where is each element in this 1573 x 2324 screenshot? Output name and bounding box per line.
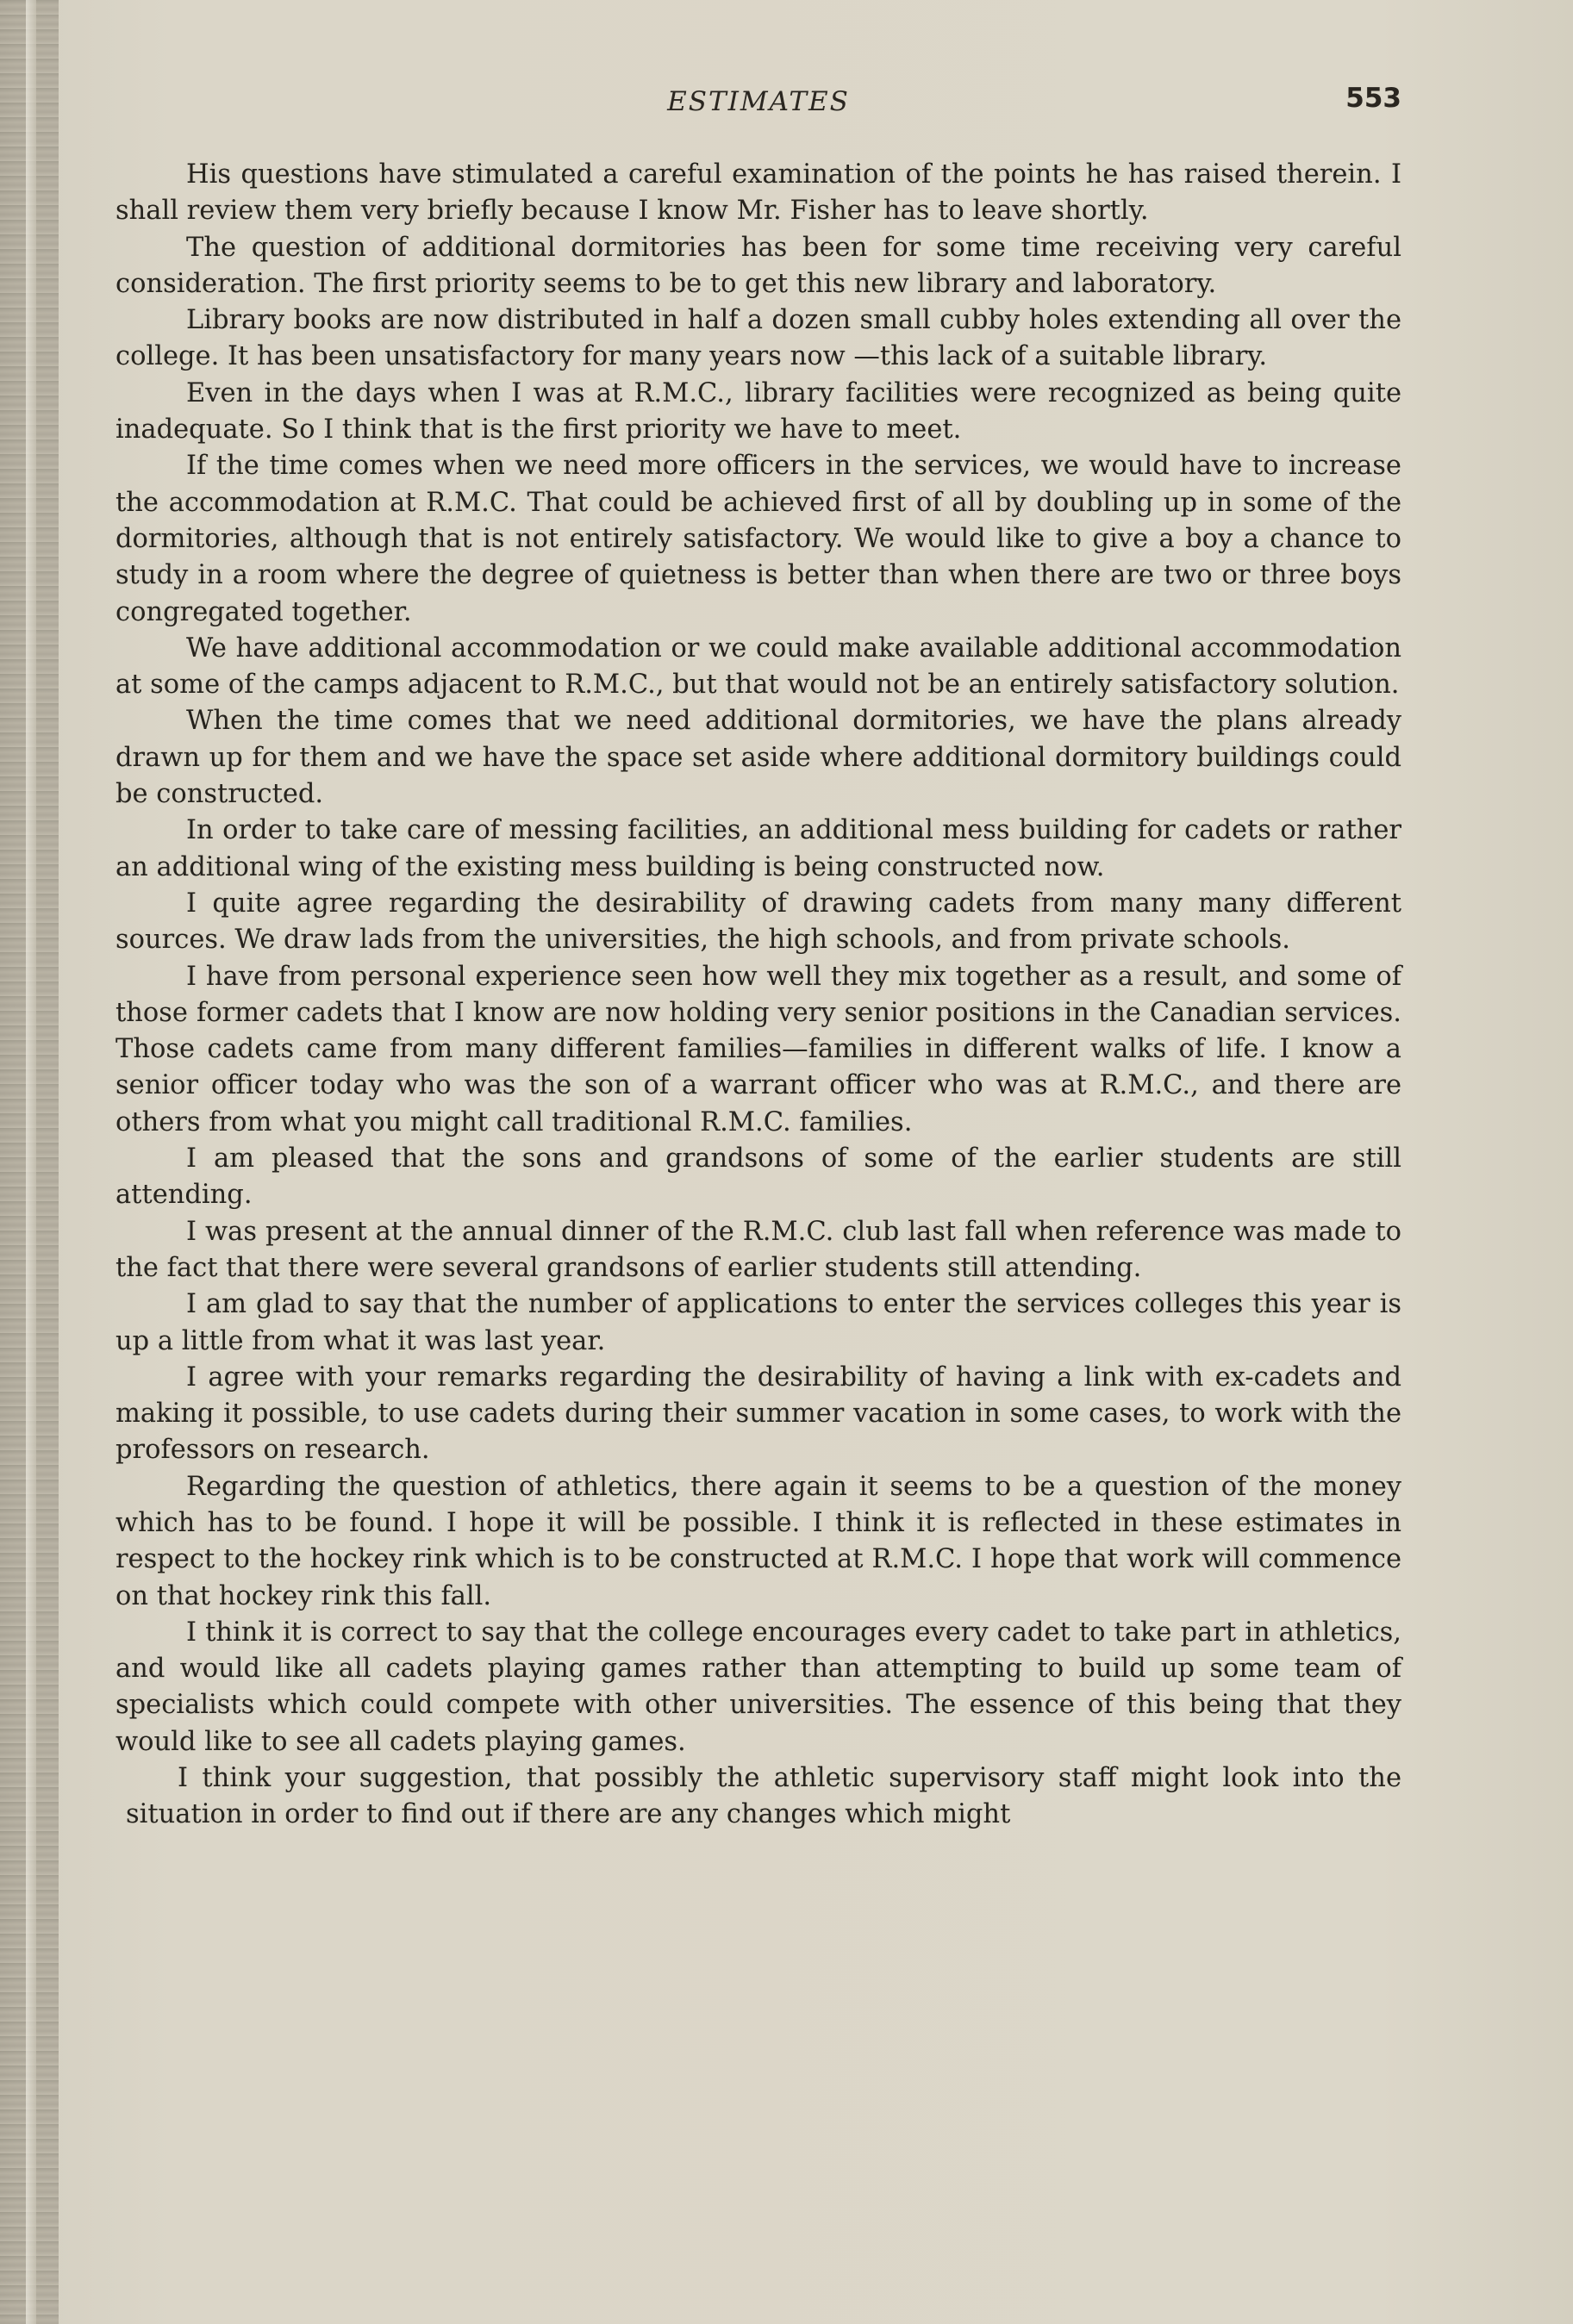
paragraph: The question of additional dormitories has been for some time receiving very careful consideration. The first priority seems to be to get this new library and laboratory. — [115, 232, 1401, 299]
paragraph: Even in the days when I was at R.M.C., library facilities were recognized as being quite inadequate. So I think that is the first priority we have to meet. — [115, 377, 1401, 445]
paragraph: His questions have stimulated a careful examination of the points he has raised therein. I shall review them very briefly because I know Mr. Fisher has to leave shortly. — [115, 159, 1401, 227]
paragraph: I was present at the annual dinner of the R.M.C. club last fall when reference was made to the fact that there were several grandsons of earlier students still attending. — [115, 1216, 1401, 1283]
binding-edge — [26, 0, 36, 2324]
paragraph: We have additional accommodation or we could make available additional accommodation at some of the camps adjacent to R.M.C., but that would not be an entirely satisfactory solution. — [115, 632, 1401, 701]
paragraph: Library books are now distributed in half a dozen small cubby holes extending all over the college. It has been unsatisfactory for many years now —this lack of a suitable library. — [115, 305, 1401, 372]
paragraph: When the time comes that we need additional dormitories, we have the plans already drawn up for them and we have the space set aside where additional dormitory buildings could be constructed. — [115, 706, 1401, 810]
page-header — [115, 79, 1401, 131]
running-title: ESTIMATES — [667, 86, 850, 117]
paragraph: I am glad to say that the number of applications to enter the services colleges this year is up a little from what it was last year. — [115, 1289, 1401, 1356]
paragraph: In order to take care of messing facilities, an additional mess building for cadets or rather an additional wing of the existing mess building is being constructed now. — [115, 815, 1401, 882]
paragraph: I have from personal experience seen how well they mix together as a result, and some of those former cadets that I know are now holding very senior positions in the Canadian services. Those cadets came from many different families—families in different walks of life. I know a senior officer today who was the son of a warrant officer who was at R.M.C., and there are others from what you might call traditional R.M.C. families. — [115, 961, 1401, 1137]
body-text — [115, 157, 1401, 1834]
paragraph: Regarding the question of athletics, there again it seems to be a question of the money which has to be found. I hope it will be possible. I think it is reflected in these estimates in respect to the hockey rink which is to be constructed at R.M.C. I hope that work will commence on that hockey rink this fall. — [115, 1471, 1401, 1611]
page-number: 553 — [1345, 83, 1401, 114]
paragraph: I agree with your remarks regarding the desirability of having a link with ex-cadets and making it possible, to use cadets during their summer vacation in some cases, to work with the professors on research. — [115, 1361, 1401, 1466]
paragraph: I quite agree regarding the desirability of drawing cadets from many many different sources. We draw lads from the universities, the high schools, and from private schools. — [115, 888, 1401, 956]
paragraph: I think it is correct to say that the college encourages every cadet to take part in athletics, and would like all cadets playing games rather than attempting to build up some team of specialists which could compete with other universities. The essence of this being that they would like to see all cadets playing games. — [115, 1617, 1401, 1757]
paragraph: If the time comes when we need more officers in the services, we would have to increase the accommodation at R.M.C. That could be achieved first of all by doubling up in some of the dormitories, although that is not entirely satisfactory. We would like to give a boy a chance to study in a room where the degree of quietness is better than when there are two or three boys congregated together. — [115, 451, 1401, 627]
paragraph: I think your suggestion, that possibly the athletic supervisory staff might look into the situation in order to find out if there are any changes which might — [126, 1763, 1401, 1830]
paragraph: I am pleased that the sons and grandsons of some of the earlier students are still attending. — [115, 1143, 1401, 1211]
